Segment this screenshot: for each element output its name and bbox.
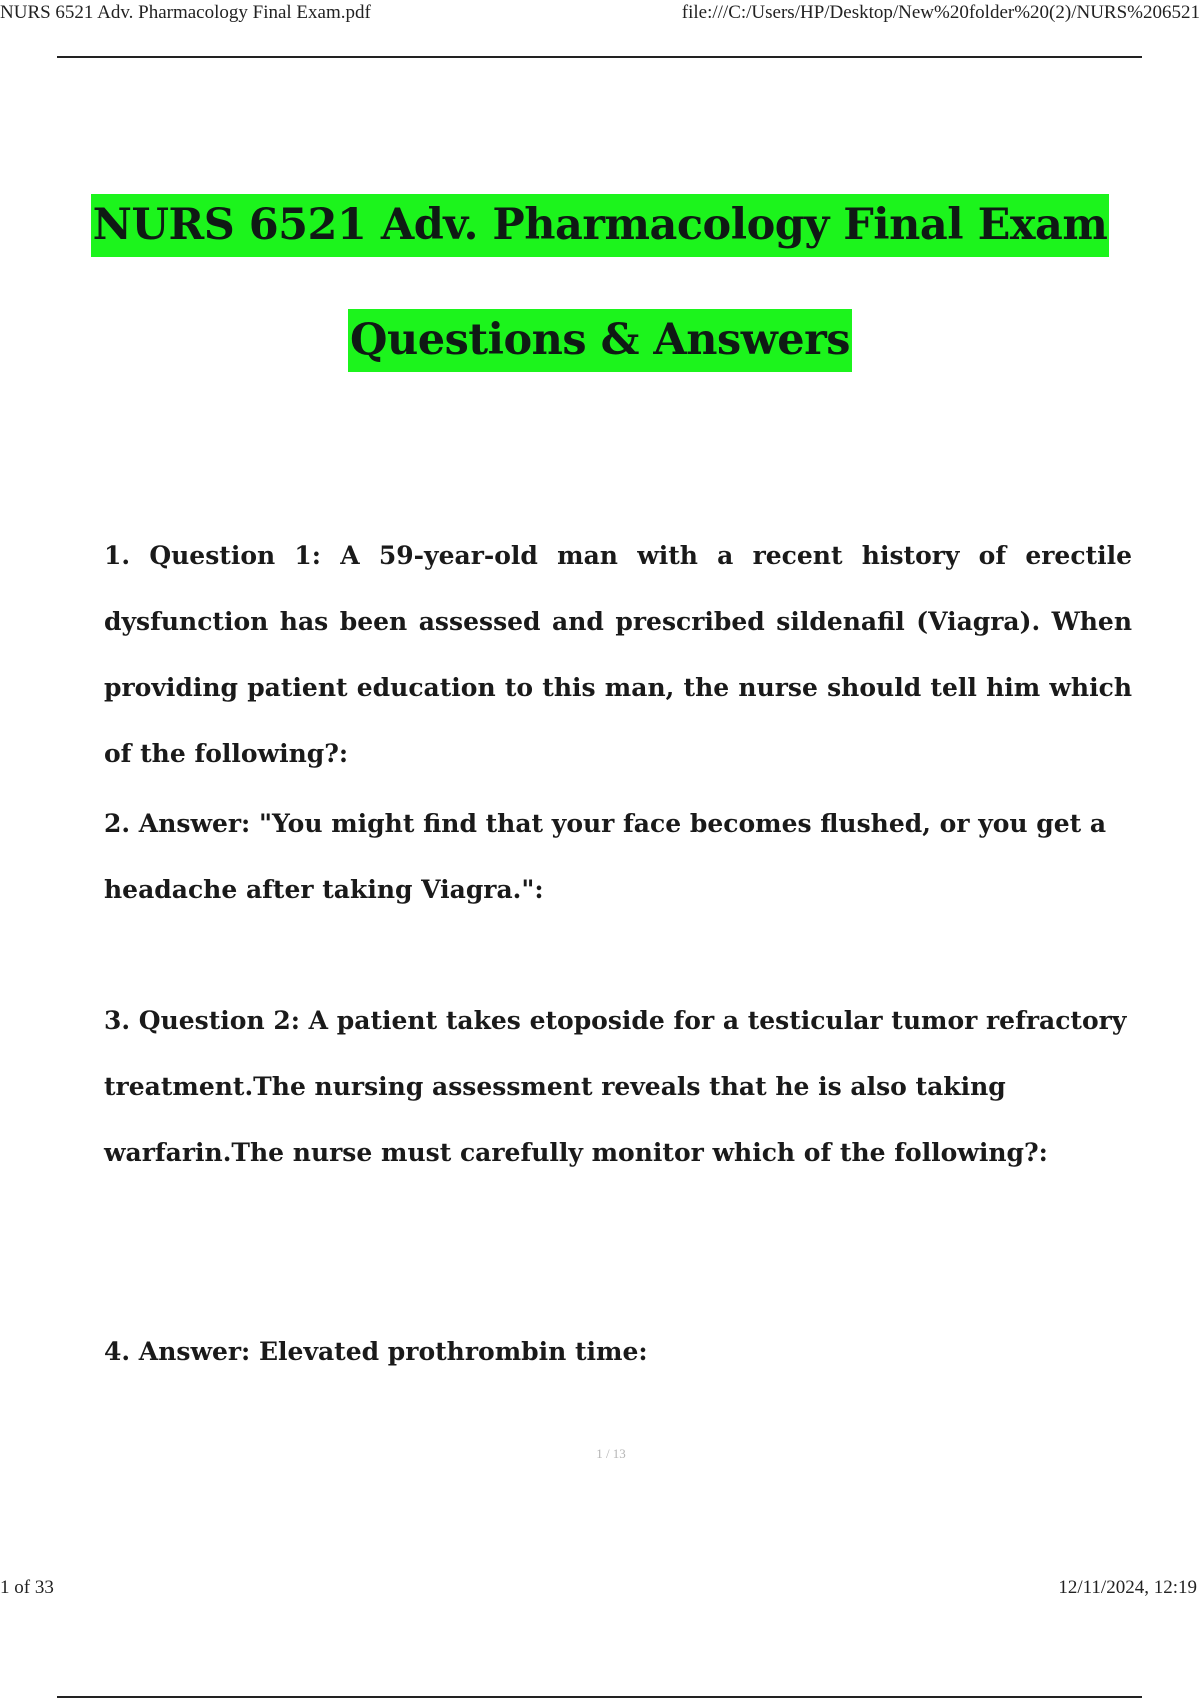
print-header-file-url: file:///C:/Users/HP/Desktop/New%20folder%20(2)/NURS%206521: [681, 2, 1200, 23]
footer-divider: [57, 1696, 1142, 1698]
highlighted-subtitle-text: Questions & Answers: [348, 309, 852, 372]
answer-1-text: 2. Answer: "You might find that your face becomes flushed, or you get a headache after taking Viagra.":: [104, 809, 1107, 904]
question-1-text: 1. Question 1: A 59-year-old man with a recent history of erectile dysfunction has been assessed and prescribed sildenafil (Viagra). When providing patient education to this man, the nurse should tell him which of the following?:: [104, 541, 1132, 768]
print-footer-date: 12/11/2024, 12:19: [1058, 1577, 1197, 1598]
print-header-document-title: NURS 6521 Adv. Pharmacology Final Exam.pdf: [0, 2, 371, 23]
document-title-line-2: [0, 315, 1200, 365]
highlighted-title-text: NURS 6521 Adv. Pharmacology Final Exam: [91, 194, 1110, 257]
document-title-line-1: [0, 200, 1200, 250]
question-2-text: 3. Question 2: A patient takes etoposide for a testicular tumor refractory treatment.The nursing assessment reveals that he is also taking warfarin.The nurse must carefully monitor which of the following?:: [104, 1006, 1127, 1167]
print-footer-page-count: 1 of 33: [0, 1577, 54, 1598]
answer-2-text: 4. Answer: Elevated prothrombin time:: [104, 1337, 648, 1366]
header-divider: [57, 56, 1142, 58]
print-header: [0, 0, 1200, 28]
page-indicator: 1 / 13: [596, 1446, 626, 1461]
